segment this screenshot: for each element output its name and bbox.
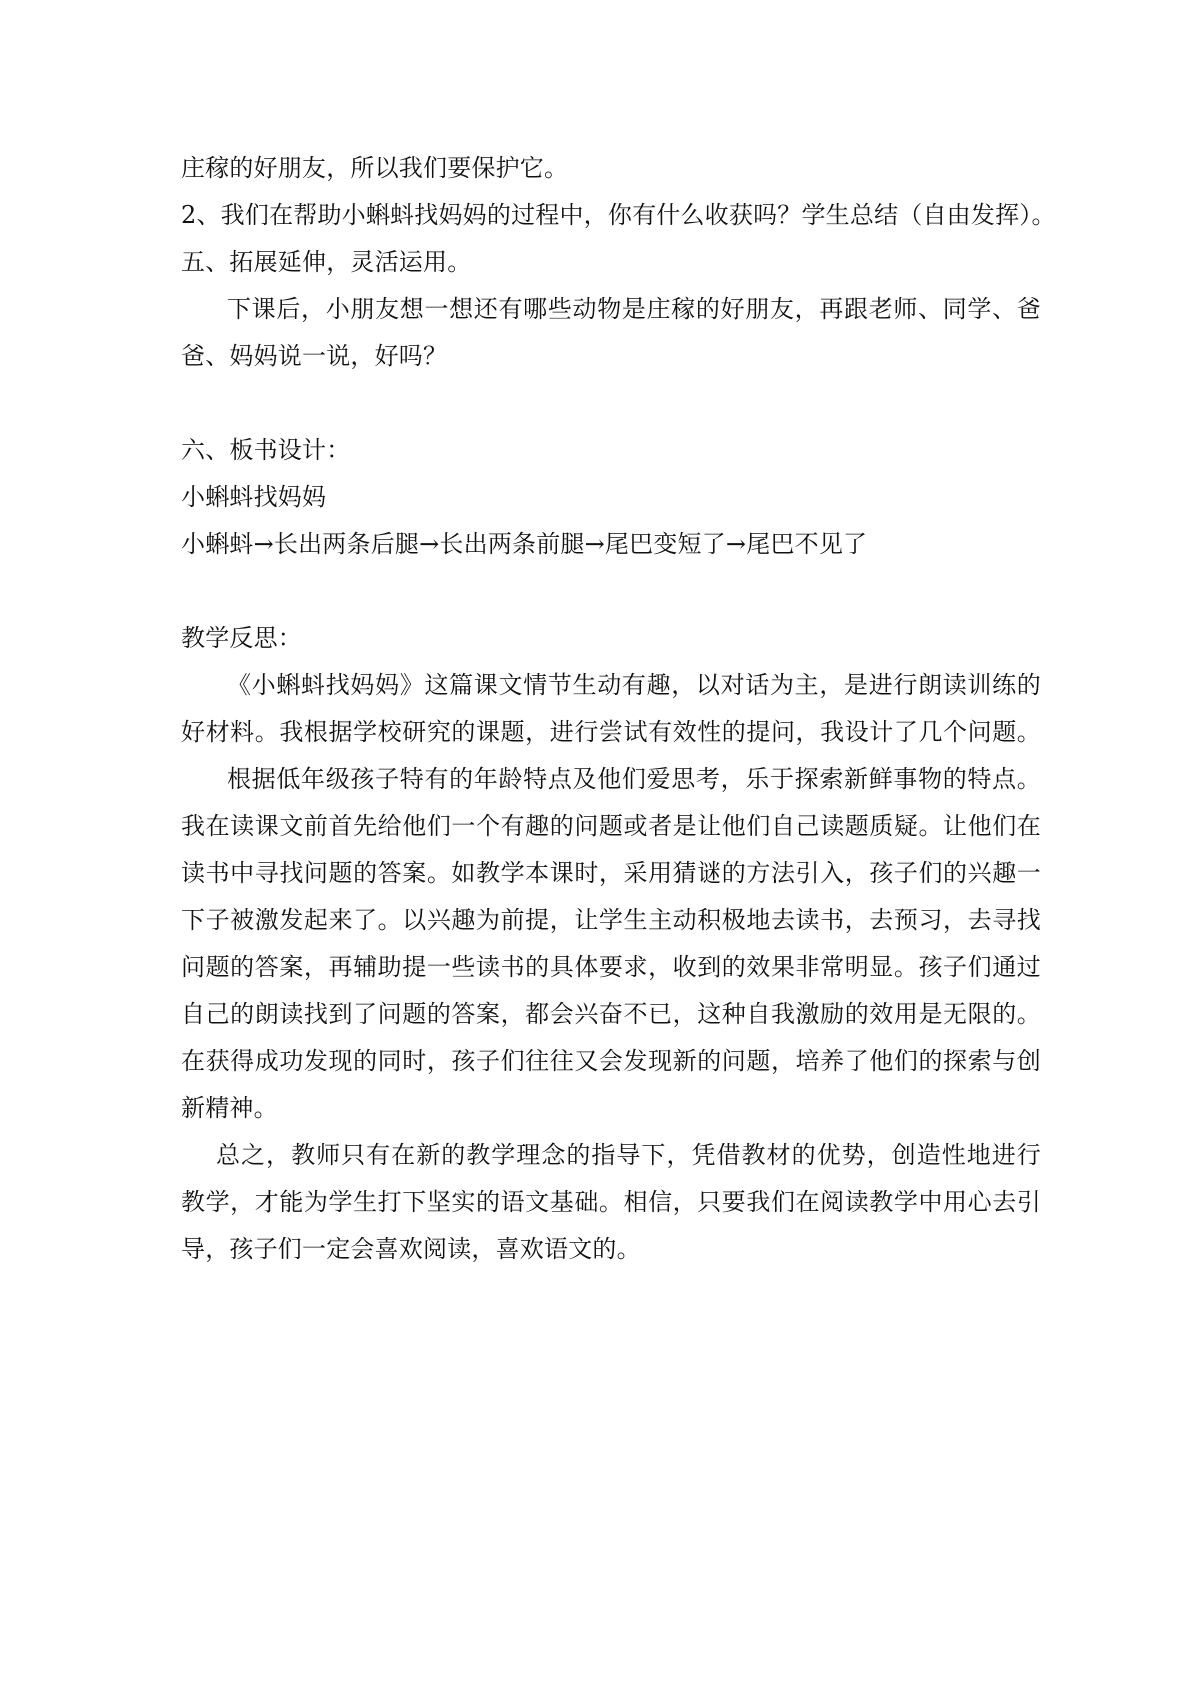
- paragraph-line: 问题的答案，再辅助提一些读书的具体要求，收到的效果非常明显。孩子们通过: [181, 953, 1041, 981]
- paragraph-line: 爸、妈妈说一说，好吗？: [181, 342, 448, 370]
- paragraph-line: 读书中寻找问题的答案。如教学本课时，采用猜谜的方法引入，孩子们的兴趣一: [181, 859, 1041, 887]
- paragraph-line: 自己的朗读找到了问题的答案，都会兴奋不已，这种自我激励的效用是无限的。: [181, 1000, 1041, 1028]
- paragraph-line: 总之，教师只有在新的教学理念的指导下，凭借教材的优势，创造性地进行: [216, 1141, 1041, 1169]
- paragraph-line: 根据低年级孩子特有的年龄特点及他们爱思考，乐于探索新鲜事物的特点。: [227, 765, 1041, 793]
- paragraph-line: 下课后，小朋友想一想还有哪些动物是庄稼的好朋友，再跟老师、同学、爸: [227, 295, 1041, 323]
- paragraph-line: 2、我们在帮助小蝌蚪找妈妈的过程中，你有什么收获吗？学生总结（自由发挥）。: [181, 201, 1056, 229]
- paragraph-line: 《小蝌蚪找妈妈》这篇课文情节生动有趣，以对话为主，是进行朗读训练的: [227, 671, 1041, 699]
- section-heading-reflection: 教学反思：: [181, 624, 302, 652]
- paragraph-line: 好材料。我根据学校研究的课题，进行尝试有效性的提问，我设计了几个问题。: [181, 718, 1041, 746]
- paragraph-line: 新精神。: [181, 1094, 278, 1122]
- section-heading-extension: 五、拓展延伸，灵活运用。: [181, 248, 472, 276]
- paragraph-line: 导，孩子们一定会喜欢阅读，喜欢语文的。: [181, 1235, 641, 1263]
- board-title: 小蝌蚪找妈妈: [181, 483, 327, 511]
- board-sequence: 小蝌蚪→长出两条后腿→长出两条前腿→尾巴变短了→尾巴不见了: [181, 530, 868, 558]
- paragraph-line: 下子被激发起来了。以兴趣为前提，让学生主动积极地去读书，去预习，去寻找: [181, 906, 1041, 934]
- paragraph-line: 庄稼的好朋友，所以我们要保护它。: [181, 154, 569, 182]
- paragraph-line: 教学，才能为学生打下坚实的语文基础。相信，只要我们在阅读教学中用心去引: [181, 1188, 1041, 1216]
- section-heading-board-design: 六、板书设计：: [181, 436, 351, 464]
- paragraph-line: 我在读课文前首先给他们一个有趣的问题或者是让他们自己读题质疑。让他们在: [181, 812, 1041, 840]
- paragraph-line: 在获得成功发现的同时，孩子们往往又会发现新的问题，培养了他们的探索与创: [181, 1047, 1041, 1075]
